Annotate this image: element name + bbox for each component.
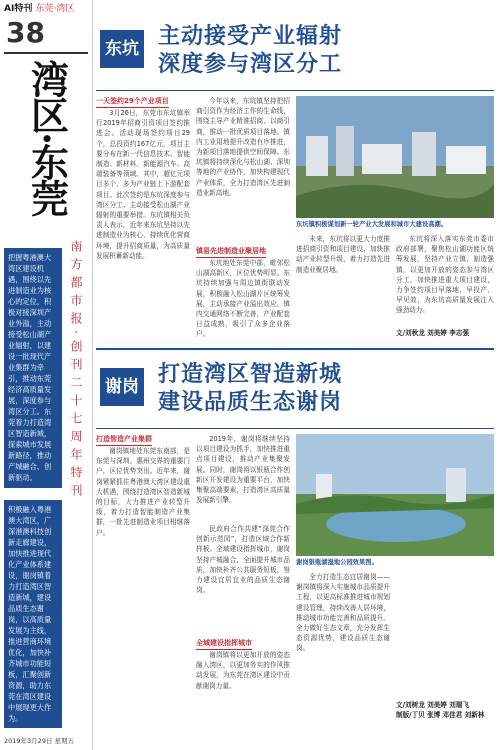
masthead <box>4 4 90 15</box>
publication-date: 2019年3月29日 星期五 <box>4 737 75 745</box>
calligraphy-title <box>6 60 88 240</box>
calligraphy-text: 湾区·东莞 <box>24 60 70 216</box>
article1-photo <box>296 96 494 218</box>
article2-subhead-1: 打造智造产业集群 <box>96 434 152 446</box>
column-divider <box>92 0 93 750</box>
article2-column-5: 全力打造生态宜居谢岗——谢岗镇将深入实施城市品质提升工程，以更高标准推进城市规划建设管理，持续改善人居环境，推动城市功能完善和品质提升。全力做好生态文章，充分发挥生态资源优势，建设品质生态谢岗。 <box>296 573 390 653</box>
masthead-brand: AI特刊 <box>4 4 33 14</box>
article2-photo <box>296 434 494 556</box>
article2-photo-caption: 谢岗银瓶湖湿地公园效果图。 <box>296 559 378 566</box>
article1-subhead-2: 镇易先进制造业聚居地 <box>196 246 266 258</box>
article1-column-5: 东坑将深入落实东莞市委市政府部署，聚焦松山湖功能区统筹发展，坚持产业立镇、制造强镇，以更加开放的姿态参与湾区分工，加快推进重大项目建设，力争签约项目早落地、早投产、早见效，为东坑高质量发展注入强劲动力。 <box>396 235 494 315</box>
article1-photo-caption: 东坑镇积极谋划新一轮产业大发展和城市大建设高潮。 <box>296 221 448 228</box>
article2-rule <box>96 428 494 429</box>
article-separator <box>96 348 494 350</box>
masthead-section: 东莞·湾区 <box>35 4 75 14</box>
lead-box-2: 积极融入粤港澳大湾区，广深港澳科技创新走廊建设，加快推进现代化产业体系建设，谢岗镇着力打造湾区智造新城，建设品质生态谢岗，以高质量发展为主线，推进营商环境优化，加快补齐城市功能短板，汇聚创新资源，助力东莞在湾区建设中展现更大作为。 <box>4 500 62 728</box>
vertical-slogan: 南方都市报·创刊二十七周年特刊 <box>69 240 83 502</box>
article1-subhead-1: 一天签约29个产业项目 <box>96 96 169 108</box>
article1-column-1: 3月26日，东莞市东坑镇举行2019年招商引资项目签约推进会。活动现场签约项目29个，总投资约167亿元，项目主要分布在新一代信息技术、智能制造、新材料、新能源汽车、高端装备等领域。其中，超亿元项目多个，多为产业链上下游配套项目。此次签约是东坑深度参与湾区分工、主动接受松山湖产业辐射的重要举措。东坑镇相关负责人表示，近年来东坑坚持以先进制造业为核心，持续优化营商环境，提升招商质量，为高质量发展积蓄新动能。 <box>96 109 190 260</box>
article2-headline-line2: 建设品质生态谢岗 <box>158 390 343 415</box>
article2-signature: 文/刘树龙 刘美婷 刘瑞飞 制版/丁贝 张博 邓佳君 刘新林 <box>396 701 485 719</box>
article1-signature: 文/刘秋龙 刘美婷 李志强 <box>396 329 469 337</box>
article1-headline-line1: 主动接受产业辐射 <box>158 24 343 49</box>
page-number-underline <box>4 52 88 54</box>
lead-box-1: 把握粤港澳大湾区建设机遇，围绕以先进制造业为核心的定位，积极对接深圳产业外溢，主动接受松山湖产业辐射，以建设一批现代产业集群为牵引，推动东莞经济高质量发展，深度参与湾区分工。东莞着力打造湾区智造新城，探索城市发展新路径，推动产城融合、创新驱动。 <box>4 248 62 488</box>
article2-column-2: 2019年，谢岗将继续坚持以项目建设为抓手，加快推进重点项目建设，推动产业集聚发展。同时，谢岗将以银瓶合作创新区开发建设为重要平台，加快集聚高端要素，打造湾区高质量发展新引擎。 <box>196 435 290 505</box>
article2-column-1: 谢岗镇地处东莞东南部，是东莞与深圳、惠州交界的重要门户，区位优势突出。近年来，谢岗紧紧抓住粤港澳大湾区建设重大机遇，围绕打造湾区智造新城的目标，大力推进产业转型升级，着力打造智能制造产业集群，一批先进制造业项目相继落户。 <box>96 447 190 537</box>
article1-column-2: 今年以来，东坑镇坚持把招商引资作为经济工作的生命线，围绕主导产业精准招商、以商引商，推动一批优质项目落地。镇内工业用地提升改造有序推进，为新项目落地提供空间保障。东坑镇将持续深化与松山湖、深圳等地的产业协作，加快构建现代产业体系，全力打造湾区先进制造业新高地。 <box>196 97 290 197</box>
article2-tag: 谢岗 <box>100 368 144 406</box>
article2-headline-line1: 打造湾区智造新城 <box>158 362 343 387</box>
article2-column-3: 民政府合作共建“深莞合作创新示范园”，打造区域合作新样板。全域建设指挥城市，谢岗坚持产城融合，全面提升城市品质，加快补齐公共服务短板，努力建设宜居宜业的品质生态谢岗。 <box>196 525 290 595</box>
article1-headline-line2: 深度参与湾区分工 <box>158 52 343 77</box>
article1-rule <box>96 90 494 91</box>
article2-column-4: 谢岗镇将以更加开放的姿态融入湾区，以更加务实的作风推动发展，为东莞在湾区建设中贡献谢岗力量。 <box>196 651 290 690</box>
article1-column-3: 东坑地处东莞中部，毗邻松山湖高新区，区位优势明显。东坑持续加强与周边镇街联动发展，积极融入松山湖片区统筹发展，主动承接产业溢出效应。镇内交通网络不断完善，产业配套日益成熟，吸引了众多企业落户。 <box>196 259 290 339</box>
page-number: 38 <box>6 16 45 49</box>
article1-tag: 东坑 <box>100 30 144 68</box>
article1-column-4: 未来，东坑将以更大力度推进招商引资和项目建设，加快推动产业转型升级，着力打造先进制造业聚居地。 <box>296 235 390 274</box>
article2-subhead-2: 全域建设指挥城市 <box>196 638 252 650</box>
